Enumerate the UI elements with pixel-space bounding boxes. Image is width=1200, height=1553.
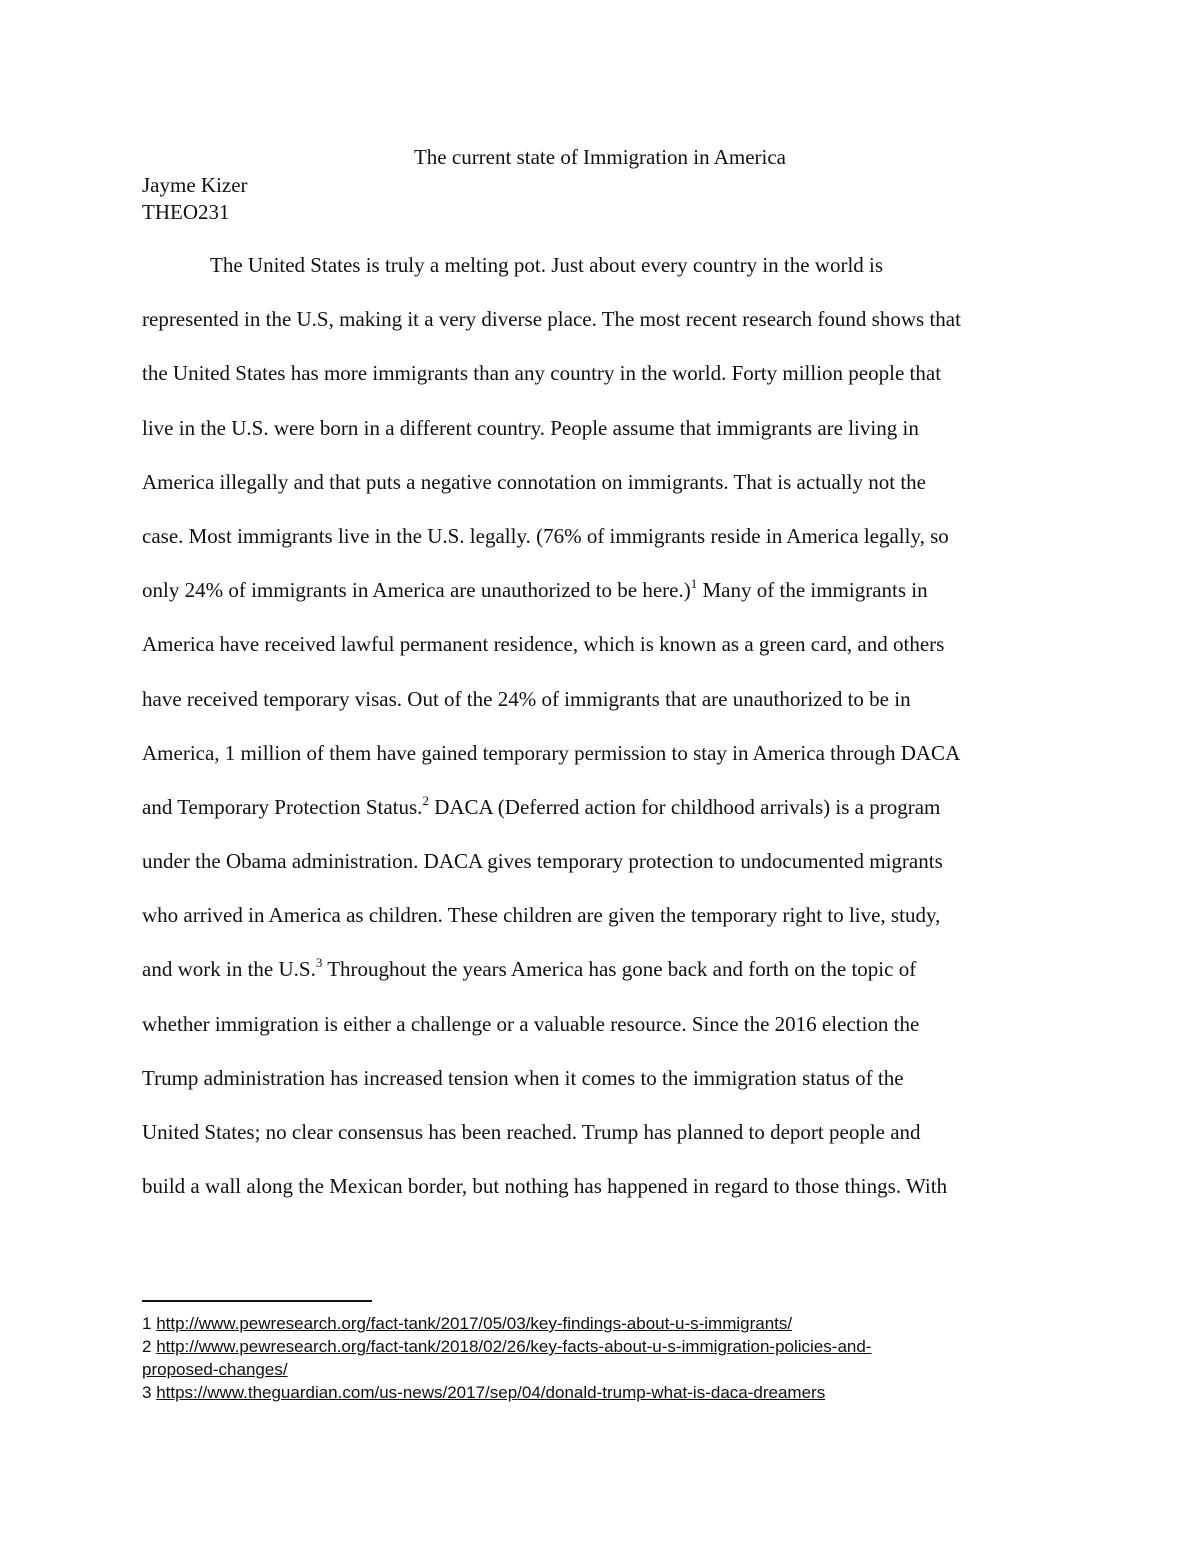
body-line: America illegally and that puts a negative connotation on immigrants. That is actually not the: [142, 469, 926, 494]
body-line: the United States has more immigrants than any country in the world. Forty million people that: [142, 361, 942, 386]
footnote-number: 1: [142, 1314, 152, 1333]
footnote-link-continued[interactable]: proposed-changes/: [142, 1360, 288, 1379]
footnote-1: [142, 1312, 1062, 1335]
footnote-marker-3: 3: [315, 955, 323, 971]
footnote-3: [142, 1381, 1062, 1404]
body-line: case. Most immigrants live in the U.S. legally. (76% of immigrants reside in America legally, so: [142, 523, 949, 548]
body-line: live in the U.S. were born in a different country. People assume that immigrants are living in: [142, 415, 919, 440]
body-line: and work in the U.S.$^3$ Throughout the years America has gone back and forth on the topic of: [142, 955, 917, 982]
body-line: America have received lawful permanent residence, which is known as a green card, and others: [142, 632, 945, 657]
body-line: build a wall along the Mexican border, but nothing has happened in regard to those things. With: [142, 1174, 948, 1199]
footnote-separator: [142, 1300, 372, 1302]
body-line: who arrived in America as children. These children are given the temporary right to live, study,: [142, 903, 941, 928]
body-line: Trump administration has increased tension when it comes to the immigration status of the: [142, 1065, 904, 1090]
footnote-number: 3: [142, 1383, 152, 1402]
body-line: under the Obama administration. DACA gives temporary protection to undocumented migrants: [142, 849, 943, 874]
body-line: America, 1 million of them have gained temporary permission to stay in America through DACA: [142, 740, 961, 765]
body-line: The United States is truly a melting pot. Just about every country in the world is: [210, 253, 884, 277]
footnote-link[interactable]: http://www.pewresearch.org/fact-tank/2018/02/26/key-facts-about-u-s-immigration-policies-and-: [156, 1337, 872, 1356]
footnote-marker-2: 2: [422, 792, 429, 808]
footnote-marker-1: 1: [690, 576, 698, 592]
footnotes: [142, 1312, 1062, 1404]
author-name: Jayme Kizer: [142, 173, 248, 197]
body-line: represented in the U.S, making it a very diverse place. The most recent research found shows that: [142, 307, 961, 332]
course-code: THEO231: [142, 200, 230, 224]
essay-body: [142, 238, 1062, 1213]
footnote-link[interactable]: http://www.pewresearch.org/fact-tank/2017/05/03/key-findings-about-u-s-immigrants/: [156, 1314, 793, 1333]
body-line: and Temporary Protection Status.$^2$ DACA (Deferred action for childhood arrivals) is a program: [142, 792, 941, 819]
footnote-number: 2: [142, 1337, 152, 1356]
footnote-2: [142, 1335, 1062, 1358]
body-line: United States; no clear consensus has been reached. Trump has planned to deport people and: [142, 1120, 921, 1144]
body-line: whether immigration is either a challenge or a valuable resource. Since the 2016 election the: [142, 1011, 920, 1036]
footnote-2-continued: [142, 1358, 1062, 1381]
body-line: only 24% of immigrants in America are unauthorized to be here.)$^1$ Many of the immigrants in: [142, 576, 928, 603]
body-line: have received temporary visas. Out of the 24% of immigrants that are unauthorized to be in: [142, 686, 911, 711]
document-title: The current state of Immigration in America: [413, 145, 787, 169]
footnote-link[interactable]: https://www.theguardian.com/us-news/2017/sep/04/donald-trump-what-is-daca-dreamers: [156, 1383, 826, 1402]
